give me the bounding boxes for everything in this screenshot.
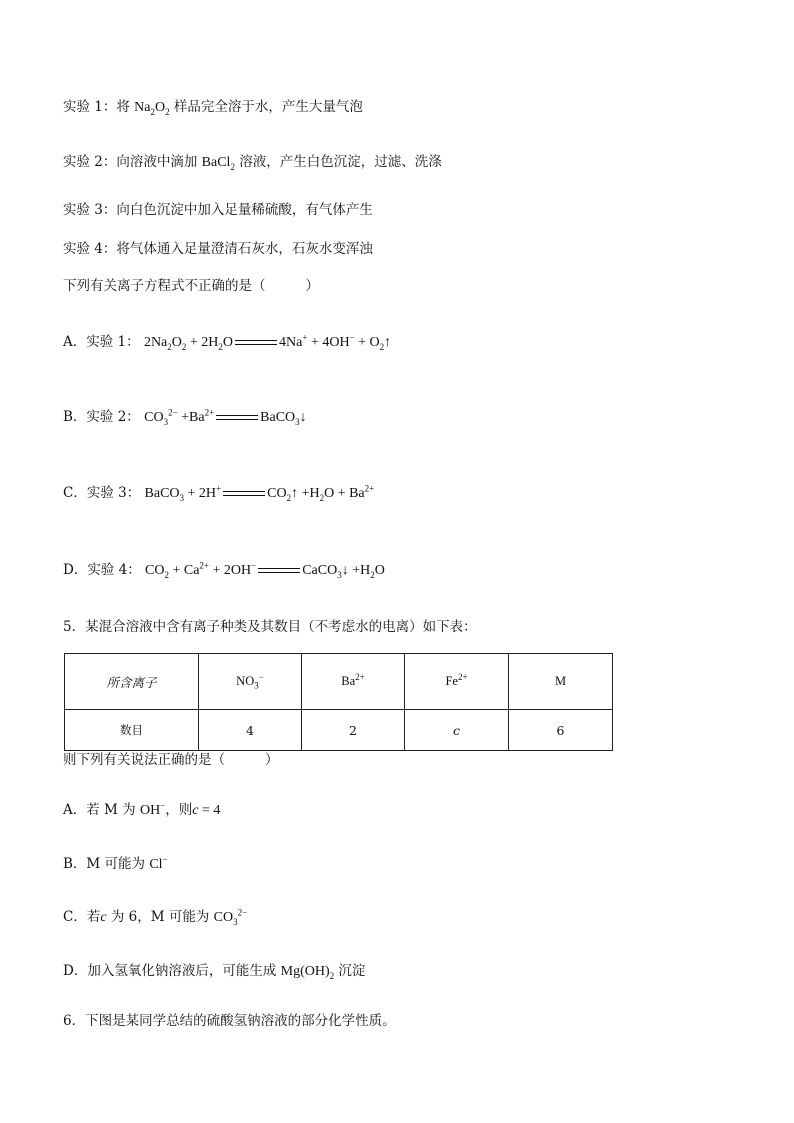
experiment-4: 实验 4：将气体通入足量澄清石灰水，石灰水变浑浊 <box>63 241 373 257</box>
experiment-2: 实验 2：向溶液中滴加 BaCl$_2$ 溶液，产生白色沉淀，过滤、洗涤 <box>63 154 442 172</box>
q4-option-c[interactable]: C．实验 3： BaCO$_3$ + 2H+ $CO_2↑ +H_2O + Ba^{2+}$ <box>63 483 375 503</box>
q4-option-d[interactable]: D．实验 4： $CO_2 + Ca^{2+} + 2OH^-$ CaCO$_3$↓ $+H_2O$ <box>63 560 385 580</box>
q6-stem: 6．下图是某同学总结的硫酸氢钠溶液的部分化学性质。 <box>63 1013 396 1029</box>
equation-a: $2Na_2O_2 + 2H_2O$ $4Na^+ + 4OH^- + O_2↑$ <box>143 332 392 352</box>
count-m: 6 <box>509 710 613 751</box>
q4-option-a[interactable]: A．实验 1： $2Na_2O_2 + 2H_2O$ $4Na^+ + 4OH^- + O_2↑$ <box>63 332 392 352</box>
q5-option-a[interactable]: A．若 M 为 OH−，则c = 4 <box>63 800 221 818</box>
q5-question: 则下列有关说法正确的是（ ） <box>63 752 279 768</box>
equals-sign <box>216 415 258 420</box>
equals-sign <box>258 568 300 573</box>
ion-fe: $Fe^{2+}$ <box>405 654 509 710</box>
count-label: 数目 <box>65 710 199 751</box>
q5-option-c[interactable]: C．若c 为 6，M 可能为 $CO_3^{2-}$ <box>63 907 248 927</box>
ion-table <box>64 653 613 751</box>
count-ba: 2 <box>302 710 405 751</box>
experiment-3: 实验 3：向白色沉淀中加入足量稀硫酸，有气体产生 <box>63 202 373 218</box>
experiment-1: 实验 1：将 $Na_2O_2$ 样品完全溶于水，产生大量气泡 <box>63 99 363 117</box>
equals-sign <box>223 491 265 496</box>
formula-bacl2: BaCl$_2$ <box>201 155 235 172</box>
q5-option-d[interactable]: D．加入氢氧化钠溶液后，可能生成 $Mg(OH)_2$ 沉淀 <box>63 963 366 981</box>
equation-b: $CO_3^{2-} +Ba^{2+}$ BaCO$_3$↓ <box>144 407 307 427</box>
q4-option-b[interactable]: B．实验 2： $CO_3^{2-} +Ba^{2+}$ BaCO$_3$↓ <box>63 407 307 427</box>
q5-option-b[interactable]: B．M 可能为 Cl− <box>63 854 168 872</box>
q5-stem: 5．某混合溶液中含有离子种类及其数目（不考虑水的电离）如下表： <box>63 619 477 635</box>
ion-ba: $Ba^{2+}$ <box>302 654 405 710</box>
equation-d: $CO_2 + Ca^{2+} + 2OH^-$ CaCO$_3$↓ $+H_2O$ <box>145 560 385 580</box>
equation-c: BaCO$_3$ + 2H+ $CO_2↑ +H_2O + Ba^{2+}$ <box>144 483 375 503</box>
ion-m: M <box>509 654 613 710</box>
header-label: 所含离子 <box>65 654 199 710</box>
equals-sign <box>235 340 277 345</box>
table-row <box>65 654 613 710</box>
table-row <box>65 710 613 751</box>
q4-stem: 下列有关离子方程式不正确的是（ ） <box>63 278 319 294</box>
count-fe: c <box>405 710 509 751</box>
count-no3: 4 <box>199 710 302 751</box>
ion-no3: $NO_3^-$ <box>199 654 302 710</box>
formula-na2o2: $Na_2O_2$ <box>134 100 170 117</box>
